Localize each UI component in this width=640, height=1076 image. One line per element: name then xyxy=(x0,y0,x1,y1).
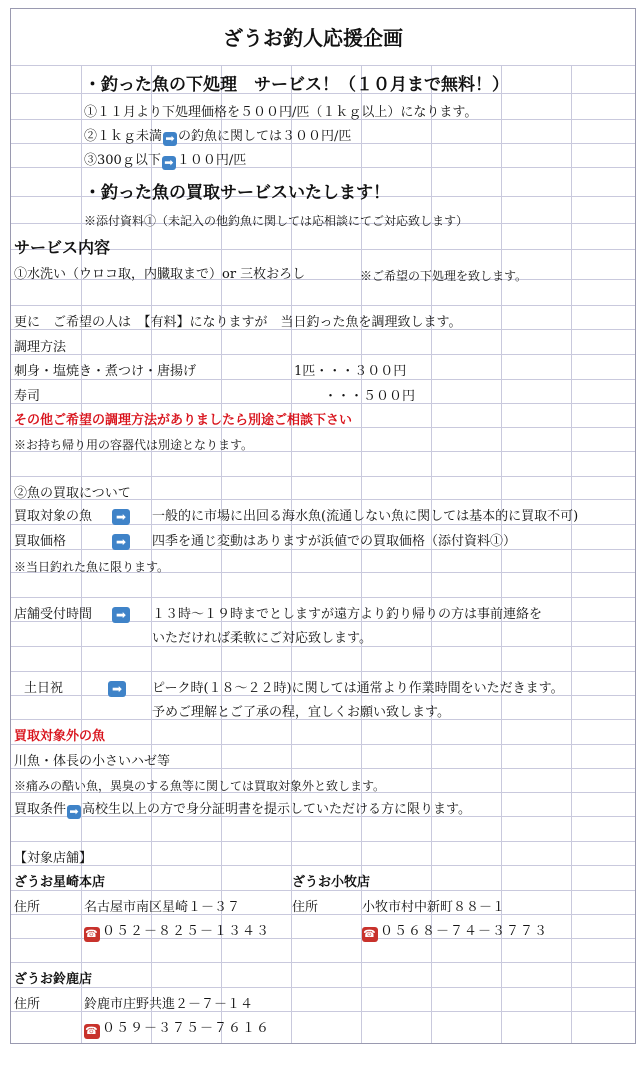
phone-icon: ☎ xyxy=(85,1026,99,1037)
phone-icon: ☎ xyxy=(85,929,99,940)
cook-price-1: 1匹・・・３００円 xyxy=(294,364,407,379)
purchase-target-label: 買取対象の魚 xyxy=(14,509,93,524)
purchase-condition xyxy=(14,802,471,819)
service-item-1-note: ※ご希望の下処理を致します。 xyxy=(360,269,528,283)
holiday-value-2: 予めご理解とご了承の程，宜しくお願い致します。 xyxy=(152,705,450,720)
store-phone-hoshizaki xyxy=(84,924,270,942)
store-phone-suzuka xyxy=(84,1021,270,1039)
hours-value-2: いただければ柔軟にご対応致します。 xyxy=(152,631,372,646)
purchase-price-value: 四季を通じ変動はありますが浜値での買取価格（添付資料①） xyxy=(152,534,517,549)
service-heading: サービス内容 xyxy=(14,238,111,257)
holiday-label: 土日祝 xyxy=(24,681,64,696)
buy-heading: ・釣った魚の買取サービスいたします！ xyxy=(84,183,390,203)
store-address-hoshizaki: 名古屋市南区星崎１－３７ xyxy=(84,900,241,915)
store-address-komaki: 小牧市村中新町８８－１ xyxy=(362,900,506,915)
purchase-heading: ②魚の買取について xyxy=(14,486,131,501)
store-phone-number: ０５６８－７４－３７７３ xyxy=(380,924,549,939)
prep-line-1: ①１１月より下処理価格を５００円/匹（１ｋｇ以上）になります。 xyxy=(84,105,478,120)
buy-note: ※添付資料①（未記入の他釣魚に関しては応相談にてご対応致します） xyxy=(84,214,469,228)
cook-method-label: 調理方法 xyxy=(14,340,67,355)
store-address-suzuka: 鈴鹿市庄野共進２－７－１４ xyxy=(84,997,254,1012)
store-phone-komaki xyxy=(362,924,548,942)
phone-icon: ☎ xyxy=(363,929,377,940)
right-arrow-icon: ➡ xyxy=(112,509,130,525)
excluded-item-1: 川魚・体長の小さいハゼ等 xyxy=(14,754,171,769)
prep-line-2-start: ②１ｋｇ未満 xyxy=(84,129,163,144)
right-arrow-icon: ➡ xyxy=(163,132,177,146)
cook-intro: 更に ご希望の人は 【有料】になりますが 当日釣った魚を調理致します。 xyxy=(14,315,462,330)
cook-item-2: 寿司 xyxy=(14,389,41,404)
cook-item-1: 刺身・塩焼き・煮つけ・唐揚げ xyxy=(14,364,197,379)
store-phone-number: ０５２－８２５－１３４３ xyxy=(102,924,271,939)
container-note: ※お持ち帰り用の容器代は別途となります。 xyxy=(14,438,254,452)
purchase-condition-text: 高校生以上の方で身分証明書を提示していただける方に限ります。 xyxy=(82,802,471,817)
stores-heading: 【対象店舗】 xyxy=(14,851,93,866)
hours-value-1: １３時～１９時までとしますが遠方より釣り帰りの方は事前連絡を xyxy=(152,607,543,622)
prep-line-2 xyxy=(84,129,351,146)
right-arrow-icon: ➡ xyxy=(108,681,126,697)
store-address-label: 住所 xyxy=(14,900,41,915)
spreadsheet-sheet xyxy=(10,8,636,1044)
right-arrow-icon: ➡ xyxy=(162,156,176,170)
store-name-komaki: ざうお小牧店 xyxy=(292,875,371,890)
store-phone-number: ０５９－３７５－７６１６ xyxy=(102,1021,271,1036)
purchase-same-day-note: ※当日釣れた魚に限ります。 xyxy=(14,560,170,574)
store-name-suzuka: ざうお鈴鹿店 xyxy=(14,972,93,987)
hours-label: 店舗受付時間 xyxy=(14,607,93,622)
cook-price-2: ・・・５００円 xyxy=(324,389,416,404)
cook-other-note: その他ご希望の調理方法がありましたら別途ご相談下さい xyxy=(14,413,353,428)
service-item-1: ①水洗い（ウロコ取，内臓取まで）or 三枚おろし xyxy=(14,267,306,282)
page-title: ざうお釣人応援企画 xyxy=(223,26,403,50)
excluded-heading: 買取対象外の魚 xyxy=(14,729,106,744)
holiday-value-1: ピーク時(１８～２２時)に関しては通常より作業時間をいただきます。 xyxy=(152,681,564,696)
prep-heading: ・釣った魚の下処理 サービス！（１０月まで無料！） xyxy=(84,75,509,95)
store-address-label: 住所 xyxy=(292,900,319,915)
prep-line-3-start: ③300ｇ以下 xyxy=(84,153,161,168)
purchase-condition-label: 買取条件 xyxy=(14,802,67,817)
purchase-target-value: 一般的に市場に出回る海水魚(流通しない魚に関しては基本的に買取不可) xyxy=(152,509,579,524)
prep-line-3 xyxy=(84,153,246,170)
store-name-hoshizaki: ざうお星崎本店 xyxy=(14,875,106,890)
excluded-item-2: ※痛みの酷い魚，異臭のする魚等に関しては買取対象外と致します。 xyxy=(14,779,386,793)
store-address-label: 住所 xyxy=(14,997,41,1012)
prep-line-2-end: の釣魚に関しては３００円/匹 xyxy=(178,129,352,144)
prep-line-3-end: １００円/匹 xyxy=(176,153,247,168)
purchase-price-label: 買取価格 xyxy=(14,534,67,549)
right-arrow-icon: ➡ xyxy=(112,607,130,623)
right-arrow-icon: ➡ xyxy=(112,534,130,550)
right-arrow-icon: ➡ xyxy=(67,805,81,819)
